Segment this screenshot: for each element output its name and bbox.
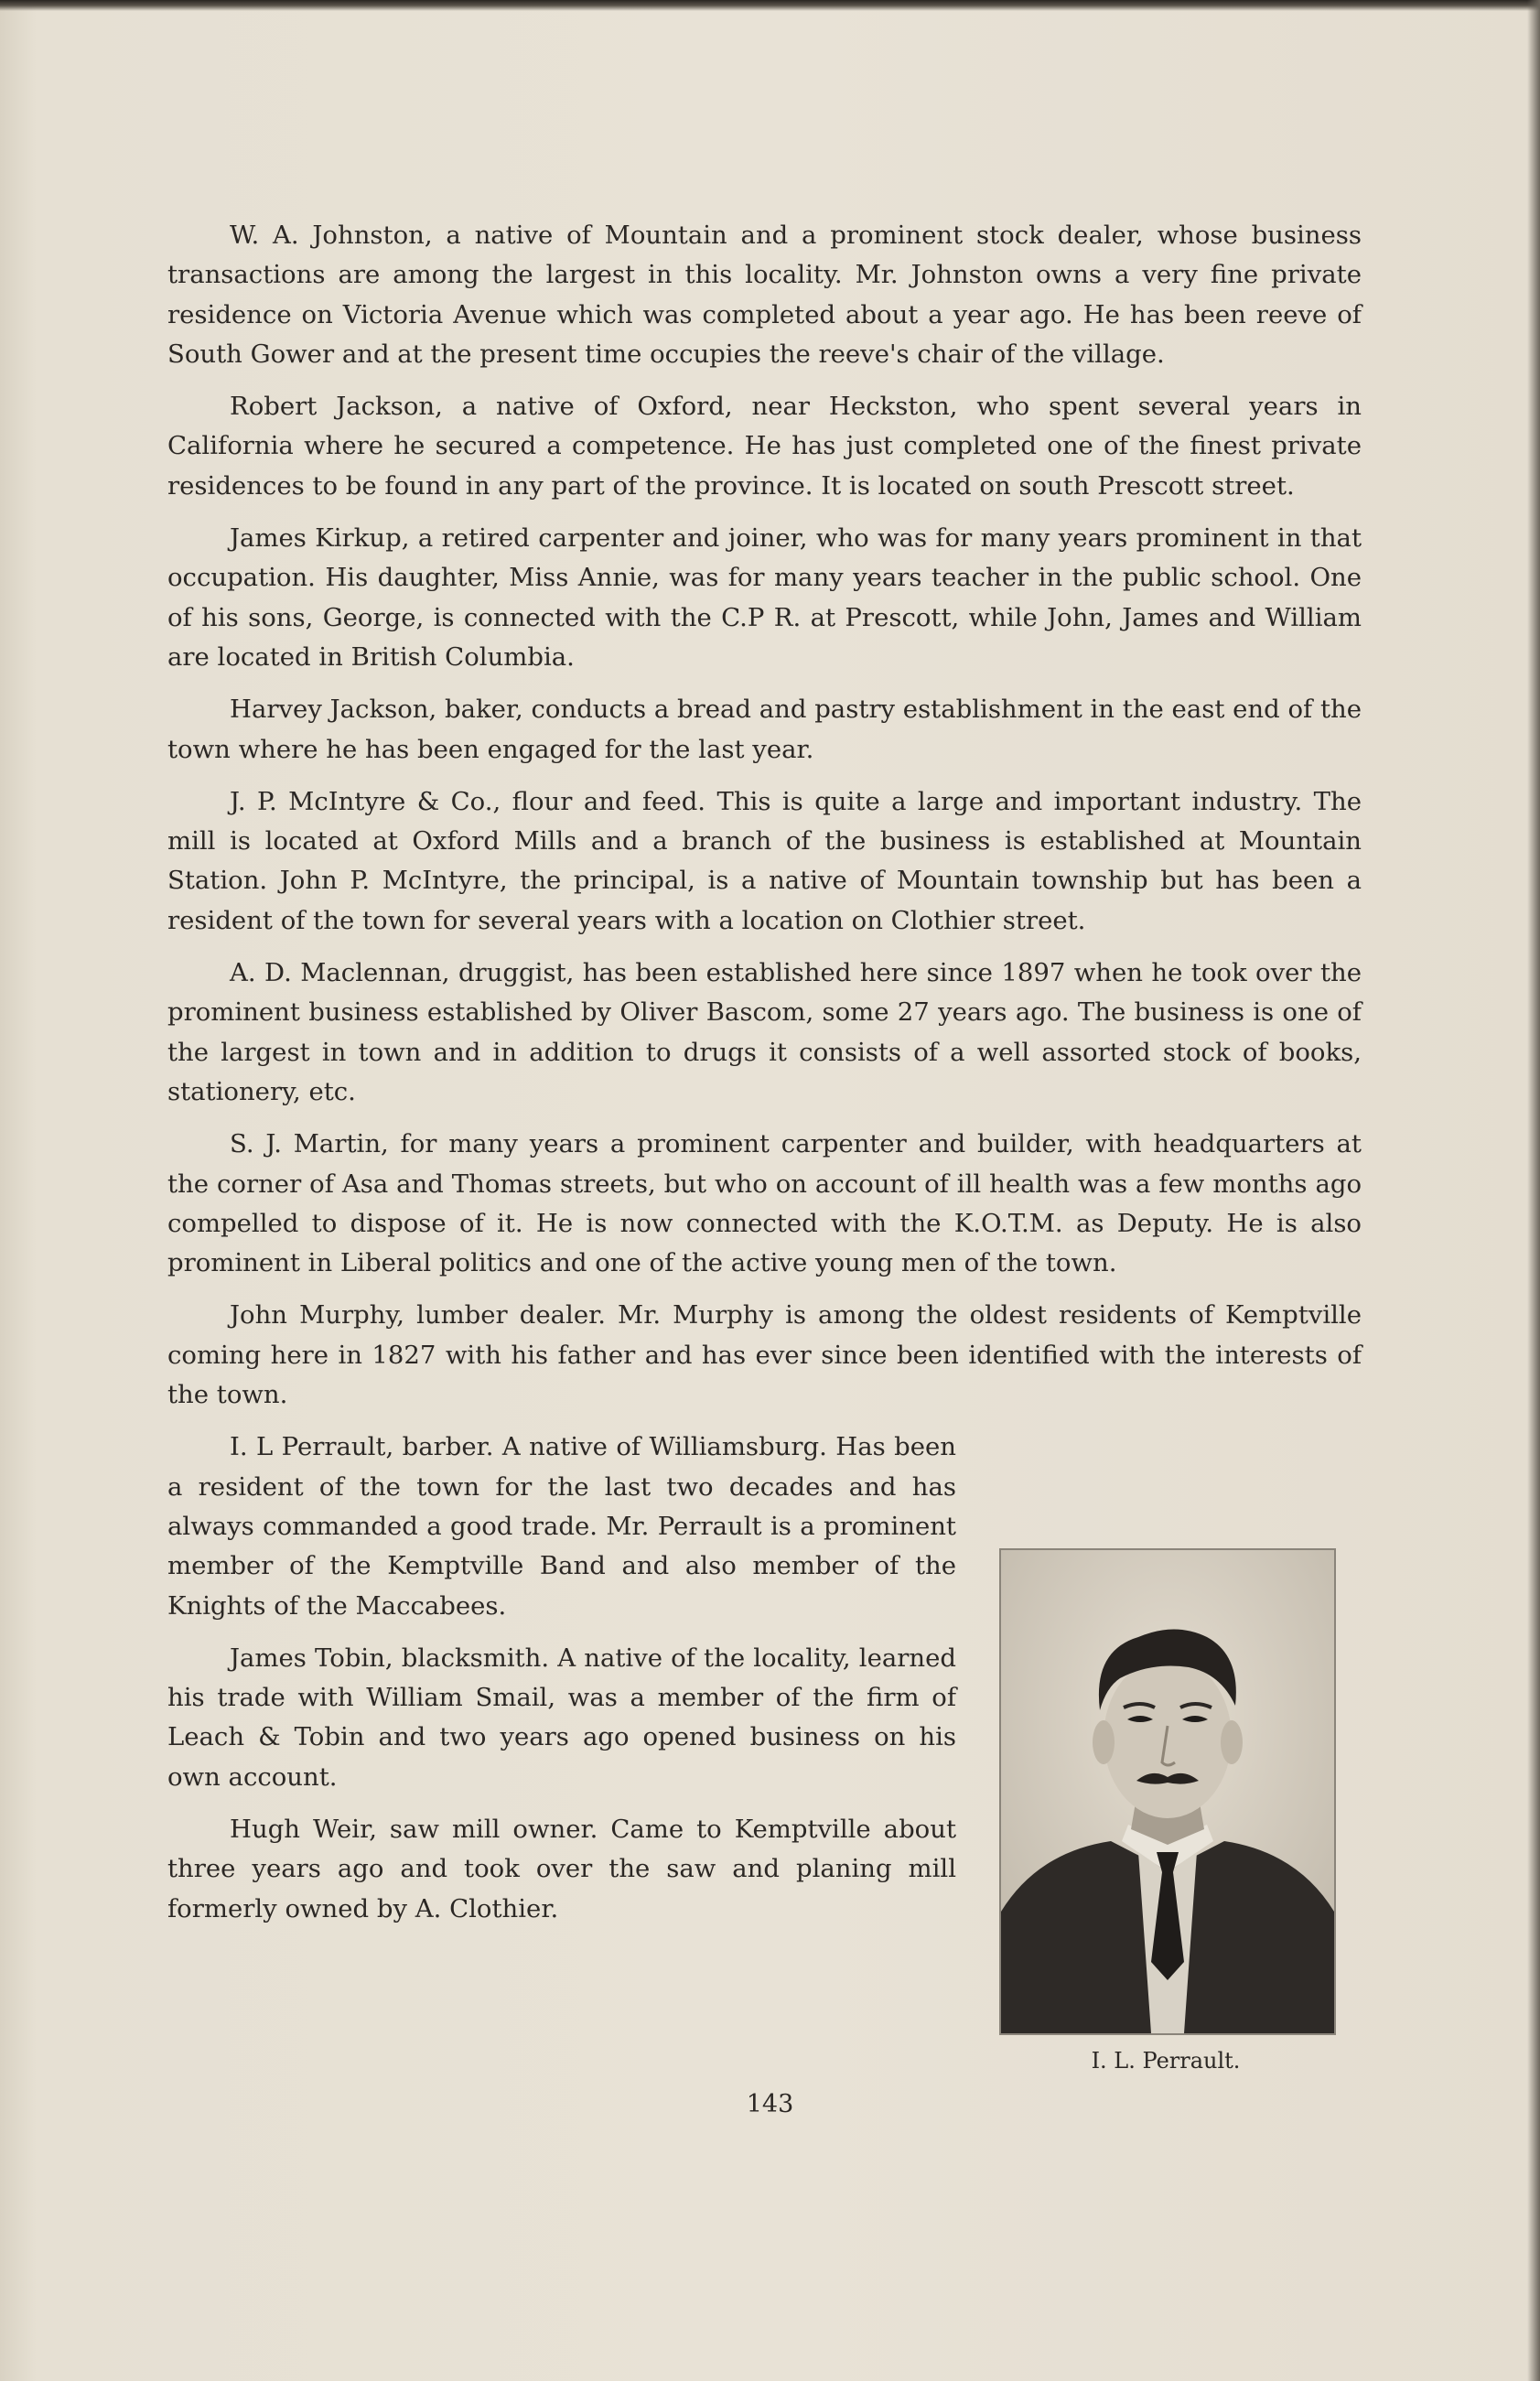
- page-top-edge: [0, 0, 1540, 11]
- paragraph-murphy: John Murphy, lumber dealer. Mr. Murphy is among the oldest residents of Kemptville coming here in 1827 with his father and has ever since been identified with the interests of the town.: [167, 1300, 1362, 1410]
- paragraph-johnston: W. A. Johnston, a native of Mountain and a prominent stock dealer, whose business transactions are among the largest in this locality. Mr. Johnston owns a very fine private residence on Victoria Avenue which was completed about a year ago. He has been reeve of South Gower and at the present time occupies the reeve's chair of the village.: [167, 221, 1362, 369]
- paragraph-martin: S. J. Martin, for many years a prominent carpenter and builder, with headquarters at the corner of Asa and Thomas streets, but who on account of ill health was a few months ago compelled to dispose of it. He is now connected with the K.O.T.M. as Deputy. He is also prominent in Liberal politics and one of the active young men of the town.: [167, 1129, 1362, 1278]
- photo-caption: I. L. Perrault.: [1091, 2048, 1241, 2074]
- paragraph-weir: Hugh Weir, saw mill owner. Came to Kemptville about three years ago and took over the saw and planing mill formerly owned by A. Clothier.: [167, 1814, 956, 1923]
- paragraph-robert-jackson: Robert Jackson, a native of Oxford, near Heckston, who spent several years in California where he secured a competence. He has just completed one of the finest private residences to be found in any part of the province. It is located on south Prescott street.: [167, 392, 1362, 501]
- paragraph-kirkup: James Kirkup, a retired carpenter and joiner, who was for many years prominent in that occupation. His daughter, Miss Annie, was for many years teacher in the public school. One of his sons, George, is connected with the C.P R. at Prescott, while John, James and William are located in British Columbia.: [167, 523, 1362, 672]
- portrait-photo: [999, 1548, 1336, 2035]
- page-right-edge: [1527, 0, 1540, 2381]
- paragraph-mcintyre: J. P. McIntyre & Co., flour and feed. This is quite a large and important industry. The mill is located at Oxford Mills and a branch of the business is established at Mountain Station. John P. McIntyre, the principal, is a native of Mountain township but has been a resident of the town for several years with a location on Clothier street.: [167, 786, 1362, 935]
- paragraph-perrault: I. L Perrault, barber. A native of Williamsburg. Has been a resident of the town for the last two decades and has always commanded a good trade. Mr. Perrault is a prominent member of the Kemptville Band and also member of the Knights of the Maccabees.: [167, 1432, 956, 1621]
- paragraph-harvey-jackson: Harvey Jackson, baker, conducts a bread and pastry establishment in the east end of the town where he has been engaged for the last year.: [167, 695, 1362, 764]
- portrait-photo-image: [1001, 1550, 1334, 2033]
- paragraph-tobin: James Tobin, blacksmith. A native of the locality, learned his trade with William Smail, was a member of the firm of Leach & Tobin and two years ago opened business on his own account.: [167, 1643, 956, 1792]
- page-number: 143: [746, 2090, 794, 2118]
- paragraph-maclennan: A. D. Maclennan, druggist, has been established here since 1897 when he took over the prominent business established by Oliver Bascom, some 27 years ago. The business is one of the largest in town and in addition to drugs it consists of a well assorted stock of books, stationery, etc.: [167, 958, 1362, 1106]
